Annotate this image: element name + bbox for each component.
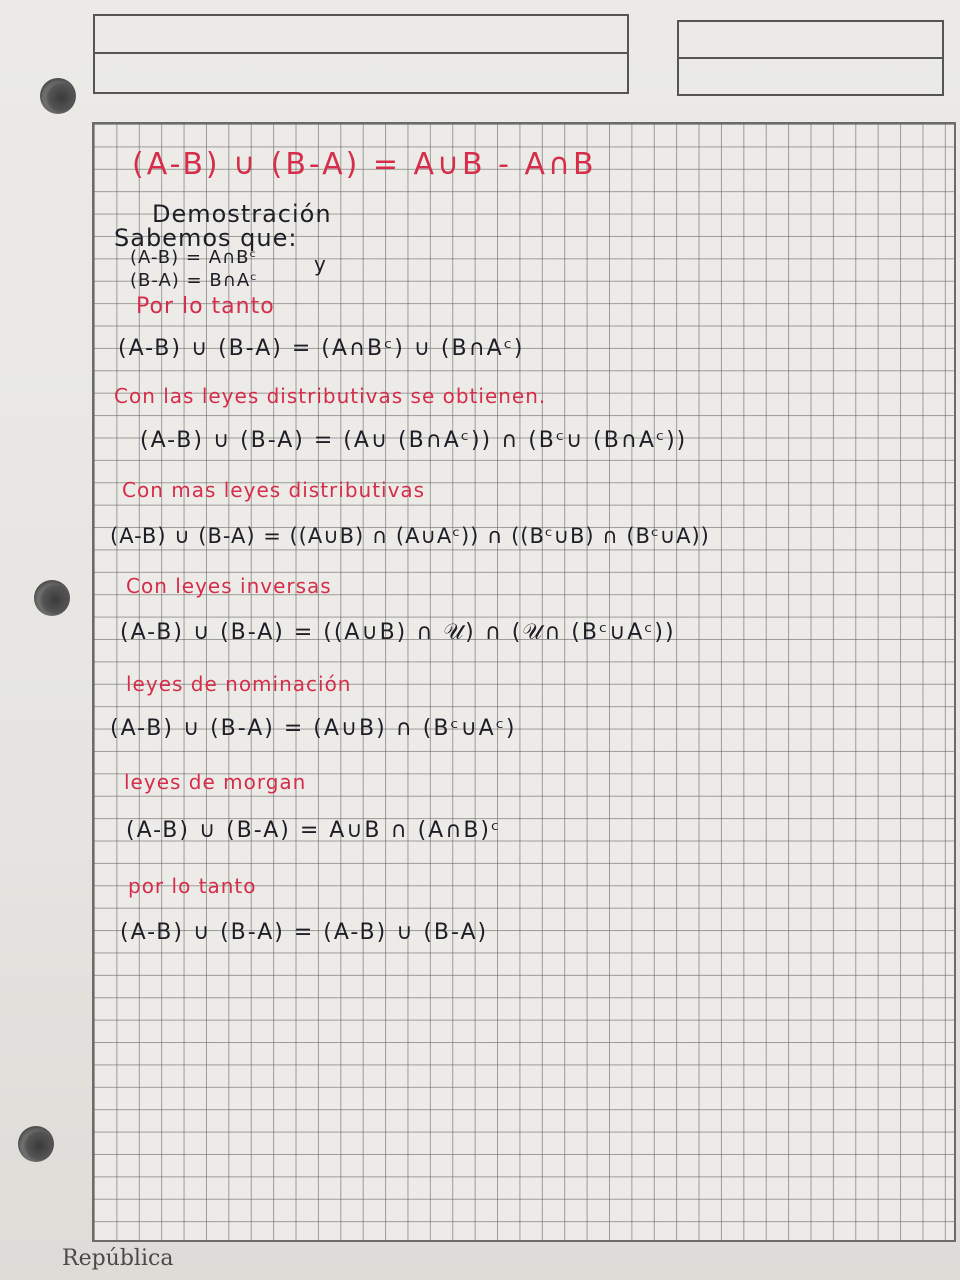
equation-6: (A-B) ∪ (B-A) = A∪B ∩ (A∩B)ᶜ xyxy=(126,818,502,843)
note-distributive: Con las leyes distributivas se obtienen. xyxy=(114,384,547,408)
binder-hole xyxy=(34,580,70,616)
header-divider xyxy=(679,57,942,59)
title-equation: (A-B) ∪ (B-A) = A∪B - A∩B xyxy=(132,147,597,182)
brand-footer: República xyxy=(62,1246,174,1271)
note-therefore: por lo tanto xyxy=(128,874,257,898)
conjunction-y: y xyxy=(314,252,327,276)
por-lo-tanto-heading: Por lo tanto xyxy=(136,294,275,319)
note-morgan: leyes de morgan xyxy=(124,770,307,794)
equation-4: (A-B) ∪ (B-A) = ((A∪B) ∩ 𝒰) ∩ (𝒰∩ (Bᶜ∪Aᶜ)) xyxy=(120,620,676,645)
equation-1: (A-B) ∪ (B-A) = (A∩Bᶜ) ∪ (B∩Aᶜ) xyxy=(118,336,525,361)
note-inverse: Con leyes inversas xyxy=(126,574,332,598)
equation-5: (A-B) ∪ (B-A) = (A∪B) ∩ (Bᶜ∪Aᶜ) xyxy=(110,716,517,741)
binder-hole xyxy=(40,78,76,114)
header-divider xyxy=(95,52,627,54)
sabemos-text: Sabemos que: xyxy=(114,224,298,252)
header-box-right xyxy=(677,20,944,96)
note-domination: leyes de nominación xyxy=(126,672,352,696)
definition-1: (A-B) = A∩Bᶜ xyxy=(130,247,258,268)
note-more-distributive: Con mas leyes distributivas xyxy=(122,478,426,502)
definition-2: (B-A) = B∩Aᶜ xyxy=(130,270,258,291)
equation-2: (A-B) ∪ (B-A) = (A∪ (B∩Aᶜ)) ∩ (Bᶜ∪ (B∩Aᶜ)) xyxy=(140,428,688,453)
demostracion-heading: Demostración xyxy=(152,200,332,228)
binder-hole xyxy=(18,1126,54,1162)
header-box-left xyxy=(93,14,629,94)
equation-7: (A-B) ∪ (B-A) = (A-B) ∪ (B-A) xyxy=(120,920,489,945)
equation-3: (A-B) ∪ (B-A) = ((A∪B) ∩ (A∪Aᶜ)) ∩ ((Bᶜ∪B) ∩ (Bᶜ∪A)) xyxy=(110,524,710,548)
